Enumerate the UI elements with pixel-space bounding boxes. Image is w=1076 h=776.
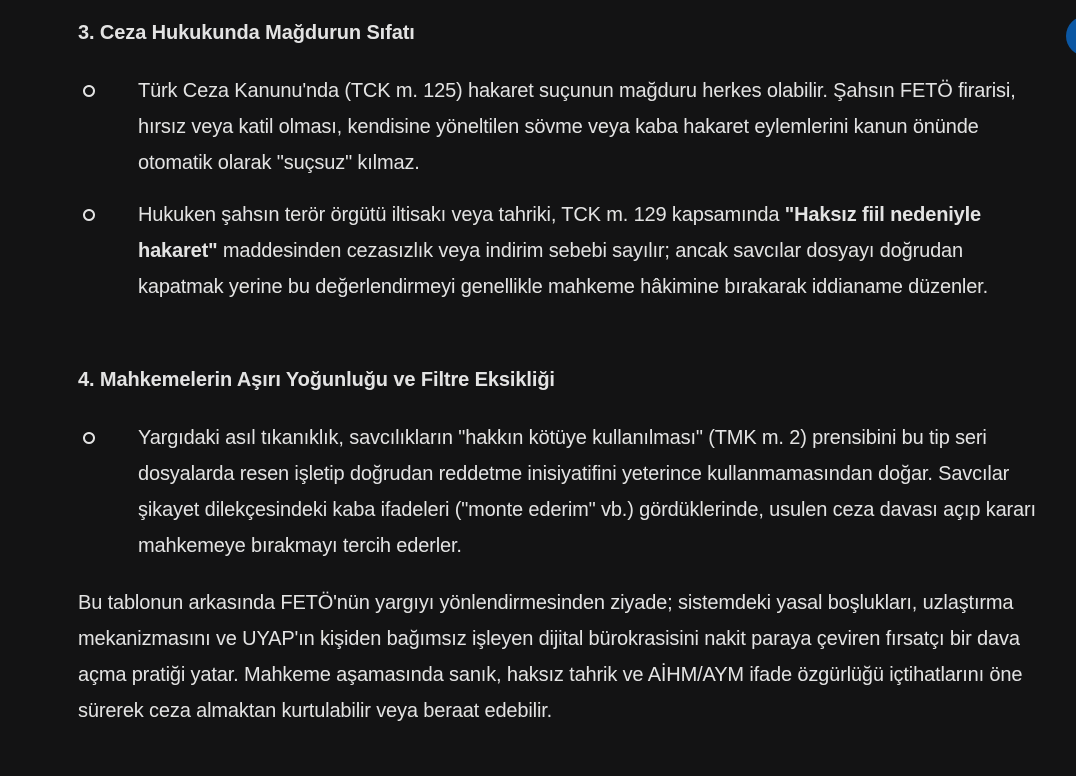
list-item: Türk Ceza Kanunu'nda (TCK m. 125) hakaret suçunun mağduru herkes olabilir. Şahsın FETÖ firarisi, hırsız veya katil olması, kendisine yöneltilen sövme veya kaba hakaret eylemlerini kanun önünde otomatik olarak "suçsuz" kılmaz. <box>78 73 1053 181</box>
list-item: Yargıdaki asıl tıkanıklık, savcılıkların "hakkın kötüye kullanılması" (TMK m. 2) prensibini bu tip seri dosyalarda resen işletip doğrudan reddetme inisiyatifini yeterince kullanmamasından doğar. Savcılar şikayet dilekçesindeki kaba ifadeleri ("monte ederim" vb.) gördüklerinde, usulen ceza davası açıp kararı mahkemeye bırakmayı tercih ederler. <box>78 420 1053 564</box>
hollow-circle-bullet-icon <box>83 85 95 97</box>
avatar[interactable] <box>1066 16 1076 56</box>
hollow-circle-bullet-icon <box>83 209 95 221</box>
bold-phrase: "Haksız fiil nedeniyle hakaret" <box>138 204 982 262</box>
section-3-list <box>78 73 1053 305</box>
conclusion-paragraph: Bu tablonun arkasında FETÖ'nün yargıyı yönlendirmesinden ziyade; sistemdeki yasal boşlukları, uzlaştırma mekanizmasını ve UYAP'ın kişiden bağımsız işleyen dijital bürokrasisini nakit paraya çeviren fırsatçı bir dava açma pratiği yatar. Mahkeme aşamasında sanık, haksız tahrik ve AİHM/AYM ifade özgürlüğü içtihatlarını öne sürerek ceza almaktan kurtulabilir veya beraat edebilir. <box>78 592 1023 722</box>
section-3-heading: 3. Ceza Hukukunda Mağdurun Sıfatı <box>78 22 415 44</box>
hollow-circle-bullet-icon <box>83 432 95 444</box>
section-4-list <box>78 420 1053 564</box>
section-4-heading: 4. Mahkemelerin Aşırı Yoğunluğu ve Filtre Eksikliği <box>78 369 555 391</box>
list-item: Hukuken şahsın terör örgütü iltisakı veya tahriki, TCK m. 129 kapsamında "Haksız fiil nedeniyle hakaret" maddesinden cezasızlık veya indirim sebebi sayılır; ancak savcılar dosyayı doğrudan kapatmak yerine bu değerlendirmeyi genellikle mahkeme hâkimine bırakarak iddianame düzenler. <box>78 197 1053 305</box>
